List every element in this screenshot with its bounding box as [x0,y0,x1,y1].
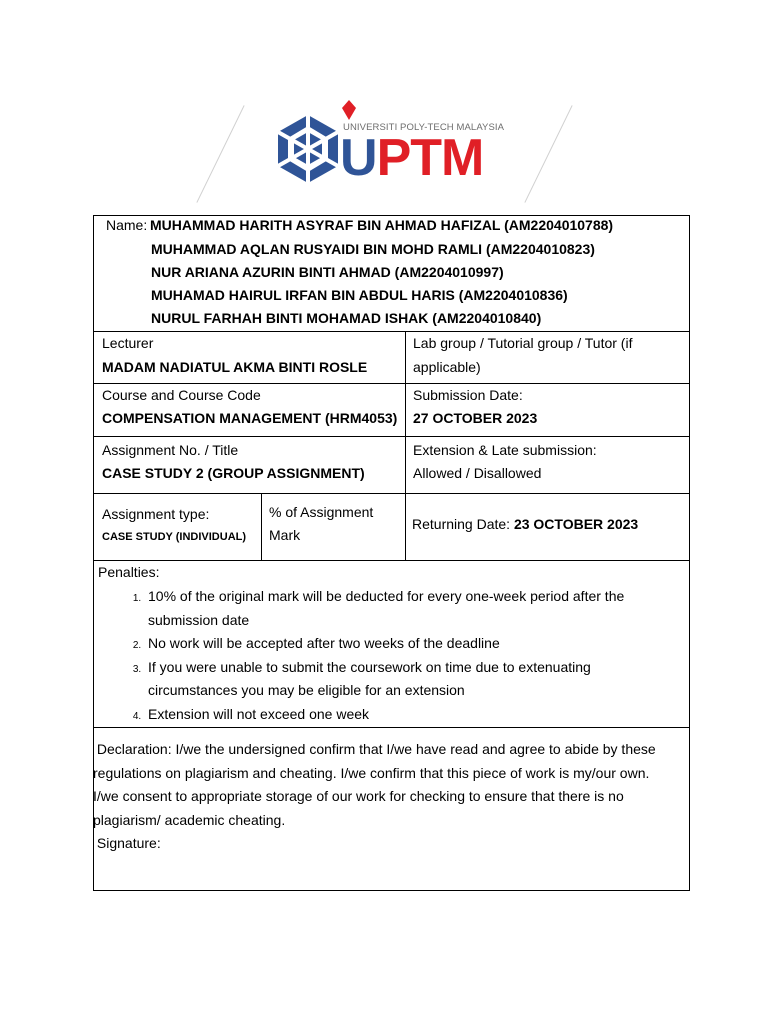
declaration [93,738,673,856]
penalty-item: 1. 10% of the original mark will be deducted for every one-week period after the submission date [144,585,684,632]
mark-label-cont: Mark [269,527,301,543]
penalty-item: 2. No work will be accepted after two weeks of the deadline [144,632,684,656]
member-2: MUHAMMAD AQLAN RUSYAIDI BIN MOHD RAMLI (AM2204010823) [151,241,595,257]
declaration-line: I/we consent to appropriate storage of our work for checking to ensure that there is no [93,788,624,804]
course-value: COMPENSATION MANAGEMENT (HRM4053) [102,410,398,426]
column-divider [405,331,406,560]
signature-label: Signature: [93,835,161,851]
declaration-line: regulations on plagiarism and cheating. I/we confirm that this piece of work is my/our own. [93,764,650,781]
logo-decor-line-right [524,105,572,203]
course-label: Course and Course Code [102,387,261,403]
member-5: NURUL FARHAH BINTI MOHAMAD ISHAK (AM2204010840) [151,310,542,326]
mark-label: % of Assignment [269,504,374,520]
logo-subtitle: UNIVERSITI POLY-TECH MALAYSIA [343,122,505,133]
penalty-item: 3. If you were unable to submit the coursework on time due to extenuating circumstances you may be eligible for an extension [144,656,684,703]
lecturer-label: Lecturer [102,335,154,351]
returning-date: Returning Date: 23 OCTOBER 2023 [412,516,639,532]
submission-value: 27 OCTOBER 2023 [413,410,538,426]
submission-label: Submission Date: [413,387,523,403]
assignment-type-label: Assignment type: [102,506,210,522]
divider [94,727,689,728]
penalties-list [116,585,684,726]
lab-group-label-cont: applicable) [413,359,481,375]
assignment-type-value: CASE STUDY (INDIVIDUAL) [102,531,247,543]
logo-wordmark: UPTM [340,129,484,187]
divider [94,436,689,437]
divider [94,331,689,332]
lecturer-value: MADAM NADIATUL AKMA BINTI ROSLE [102,359,368,375]
divider [94,493,689,494]
assignment-label: Assignment No. / Title [102,442,239,458]
uptm-emblem-icon [272,112,344,186]
assignment-value: CASE STUDY 2 (GROUP ASSIGNMENT) [102,465,365,481]
cover-form [93,215,690,891]
member-3: NUR ARIANA AZURIN BINTI AHMAD (AM2204010997) [151,264,504,280]
divider [94,560,689,561]
extension-value: Allowed / Disallowed [413,465,542,481]
column-divider [261,493,262,560]
member-1: MUHAMMAD HARITH ASYRAF BIN AHMAD HAFIZAL (AM2204010788) [150,217,614,233]
penalties-title: Penalties: [98,564,160,580]
declaration-line: Declaration: I/we the undersigned confirm that I/we have read and agree to abide by these [93,741,656,757]
uptm-flame-icon [340,100,358,120]
member-4: MUHAMAD HAIRUL IRFAN BIN ABDUL HARIS (AM2204010836) [151,287,568,303]
declaration-line: plagiarism/ academic cheating. [93,811,286,828]
divider [94,383,689,384]
extension-label: Extension & Late submission: [413,442,597,458]
logo-decor-line-left [196,105,244,203]
name-label: Name: [106,217,148,233]
penalty-item: 4. Extension will not exceed one week [144,703,684,727]
lab-group-label: Lab group / Tutorial group / Tutor (if [413,335,633,351]
